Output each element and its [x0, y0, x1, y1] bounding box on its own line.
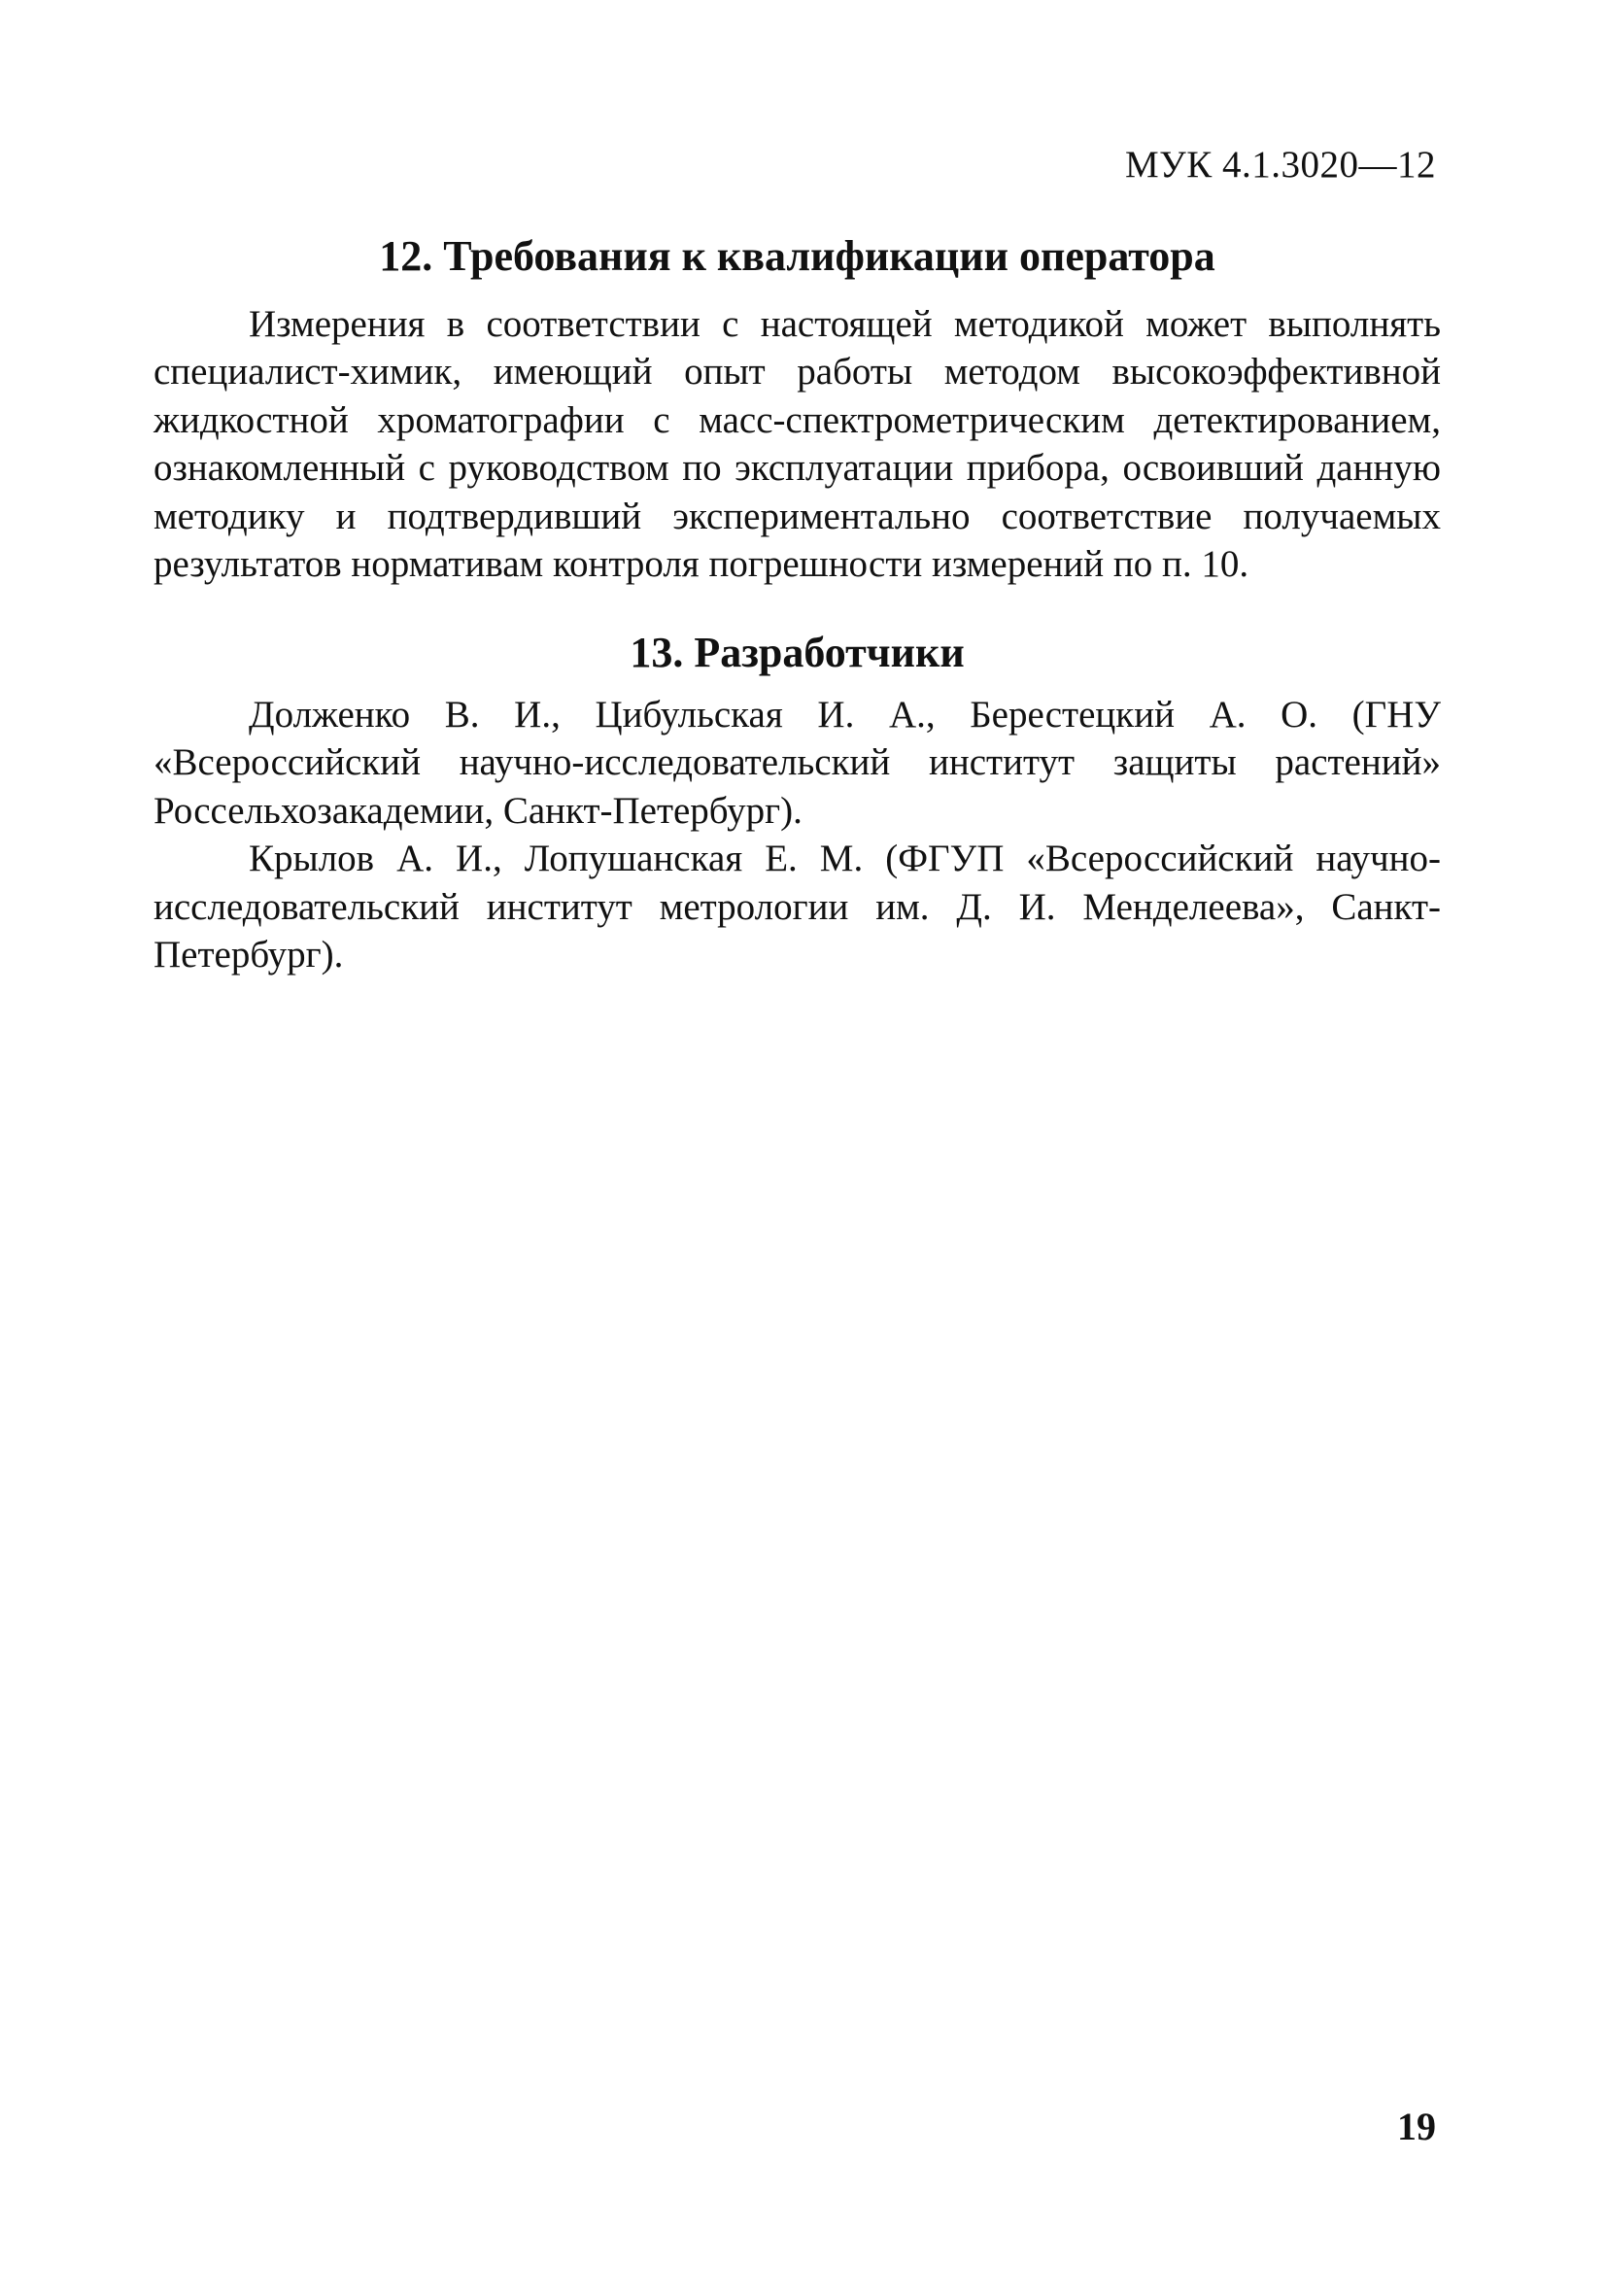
section-13-paragraph-1: Долженко В. И., Цибульская И. А., Берестецкий А. О. (ГНУ «Всероссийский научно-исследовательский институт защиты растений» Россельхозакадемии, Санкт-Петербург).: [154, 693, 1441, 832]
section-12-heading: 12. Требования к квалификации оператора: [379, 232, 1215, 280]
section-12-paragraph: Измерения в соответствии с настоящей методикой может выполнять специалист-химик, имеющий опыт работы методом высокоэффективной жидкостной хроматографии с масс-спектрометрическим детектированием, ознакомленный с руководством по эксплуатации прибора, освоивший данную методику и подтвердивший экспериментально соответствие получаемых результатов нормативам контроля погрешности измерений по п. 10.: [154, 302, 1441, 586]
document-code: МУК 4.1.3020—12: [1124, 144, 1436, 186]
section-13-paragraph-2: Крылов А. И., Лопушанская Е. М. (ФГУП «Всероссийский научно-исследовательский институт метрологии им. Д. И. Менделеева», Санкт-Петербург).: [154, 838, 1441, 977]
section-13-heading: 13. Разработчики: [630, 628, 965, 676]
page-number: 19: [1397, 2105, 1436, 2148]
page-content: [154, 231, 1441, 979]
